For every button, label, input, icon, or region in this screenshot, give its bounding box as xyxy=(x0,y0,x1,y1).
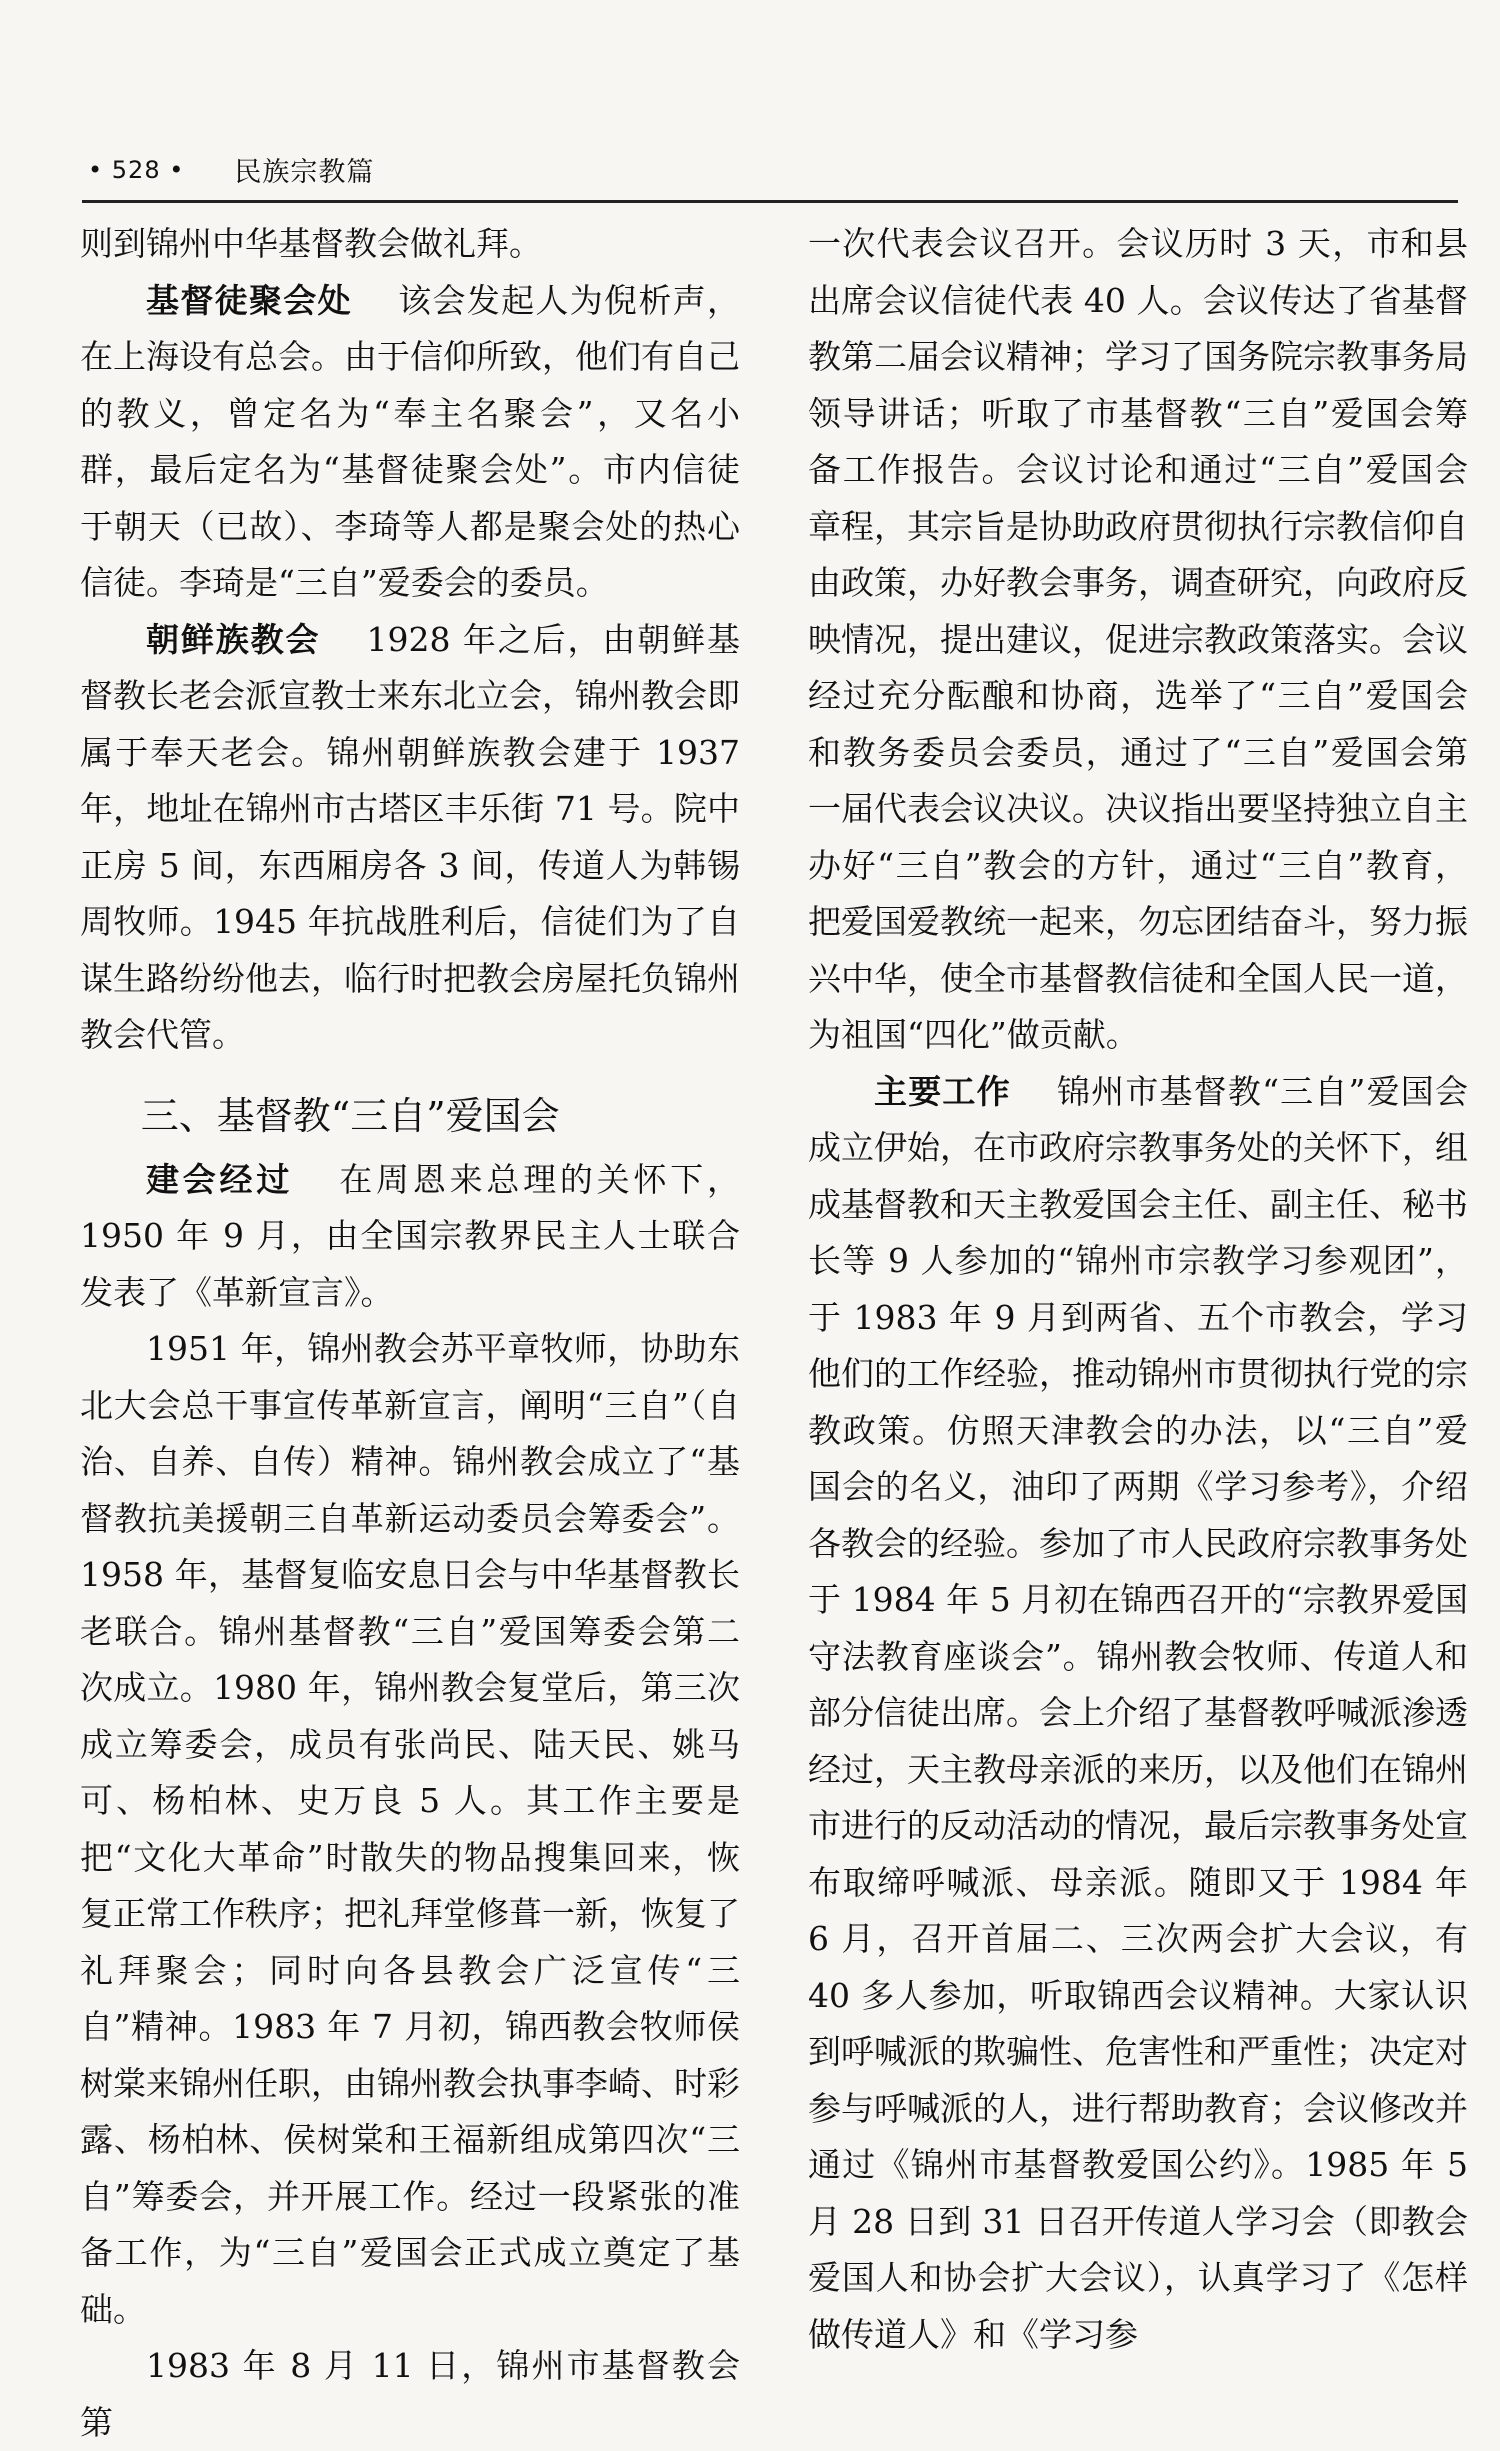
entry-keyword: 朝鲜族教会 xyxy=(146,619,321,659)
paragraph-text: 1928 年之后，由朝鲜基督教长老会派宣教士来东北立会，锦州教会即属于奉天老会。锦州朝鲜族教会建于 1937 年，地址在锦州市古塔区丰乐街 71 号。院中正房 5 间，东西厢房各 3 间，传道人为韩锡周牧师。1945 年抗战胜利后，信徒们为了自谋生路纷纷他去，临行时把教会房屋托负锦州教会代管。 xyxy=(80,619,740,1054)
left-column xyxy=(80,216,740,2451)
paragraph: 1983 年 8 月 11 日，锦州市基督教会第 xyxy=(80,2346,740,2442)
paragraph-text: 该会发起人为倪析声，在上海设有总会。由于信仰所致，他们有自己的教义，曾定名为“奉主名聚会”，又名小群，最后定名为“基督徒聚会处”。市内信徒于朝天（已故）、李琦等人都是聚会处的热心信徒。李琦是“三自”爱委会的委员。 xyxy=(80,280,741,602)
paragraph-text: 锦州市基督教“三自”爱国会成立伊始，在市政府宗教事务处的关怀下，组成基督教和天主教爱国会主任、副主任、秘书长等 9 人参加的“锦州市宗教学习参观团”，于 1983 年 9 月到两省、五个市教会，学习他们的工作经验，推动锦州市贯彻执行党的宗教政策。仿照天津教会的办法，以“三自”爱国会的名义，油印了两期《学习参考》，介绍各教会的经验。参加了市人民政府宗教事务处于 1984 年 5 月初在锦西召开的“宗教界爱国守法教育座谈会”。锦州教会牧师、传道人和部分信徒出席。会上介绍了基督教呼喊派渗透经过，天主教母亲派的来历，以及他们在锦州市进行的反动活动的情况，最后宗教事务处宣布取缔呼喊派、母亲派。随即又于 1984 年 6 月，召开首届二、三次两会扩大会议，有 40 多人参加，听取锦西会议精神。大家认识到呼喊派的欺骗性、危害性和严重性；决定对参与呼喊派的人，进行帮助教育；会议修改并通过《锦州市基督教爱国公约》。1985 年 5 月 28 日到 31 日召开传道人学习会（即教会爱国人和协会扩大会议），认真学习了《怎样做传道人》和《学习参 xyxy=(808,1071,1468,2354)
paragraph: 一次代表会议召开。会议历时 3 天，市和县出席会议信徒代表 40 人。会议传达了省基督教第二届会议精神；学习了国务院宗教事务局领导讲话；听取了市基督教“三自”爱国会筹备工作报告。会议讨论和通过“三自”爱国会章程，其宗旨是协助政府贯彻执行宗教信仰自由政策，办好教会事务，调查研究，向政府反映情况，提出建议，促进宗教政策落实。会议经过充分酝酿和协商，选举了“三自”爱国会和教务委员会委员，通过了“三自”爱国会第一届代表会议决议。决议指出要坚持独立自主办好“三自”教会的方针，通过“三自”教育，把爱国爱教统一起来，勿忘团结奋斗，努力振兴中华，使全市基督教信徒和全国人民一道，为祖国“四化”做贡献。 xyxy=(808,224,1468,1054)
entry-keyword: 基督徒聚会处 xyxy=(146,280,352,320)
paragraph: 1951 年，锦州教会苏平章牧师，协助东北大会总干事宣传革新宣言，阐明“三自”（自治、自养、自传）精神。锦州教会成立了“基督教抗美援朝三自革新运动委员会筹委会”。1958 年，基督复临安息日会与中华基督教长老联合。锦州基督教“三自”爱国筹委会第二次成立。1980 年，锦州教会复堂后，第三次成立筹委会，成员有张尚民、陆天民、姚马可、杨柏林、史万良 5 人。其工作主要是把“文化大革命”时散失的物品搜集回来，恢复正常工作秩序；把礼拜堂修葺一新，恢复了礼拜聚会；同时向各县教会广泛宣传“三自”精神。1983 年 7 月初，锦西教会牧师侯树棠来锦州任职，由锦州教会执事李崎、时彩露、杨柏林、侯树棠和王福新组成第四次“三自”筹委会，并开展工作。经过一段紧张的准备工作，为“三自”爱国会正式成立奠定了基础。 xyxy=(80,1329,740,2329)
paragraph xyxy=(80,273,740,612)
paragraph xyxy=(80,612,740,1064)
paragraph-text: 在周恩来总理的关怀下，1950 年 9 月，由全国宗教界民主人士联合发表了《革新宣言》。 xyxy=(80,1159,741,1312)
header-divider xyxy=(82,200,1458,203)
paragraph: 则到锦州中华基督教会做礼拜。 xyxy=(80,224,542,263)
entry-keyword: 建会经过 xyxy=(146,1159,294,1199)
entry-keyword: 主要工作 xyxy=(874,1071,1011,1111)
page-number: • 528 • xyxy=(88,155,185,184)
section-heading: 三、基督教“三自”爱国会 xyxy=(140,1093,560,1138)
paragraph xyxy=(808,1064,1468,2364)
right-column xyxy=(808,216,1468,2363)
paragraph xyxy=(80,1152,740,1322)
page-header xyxy=(88,150,374,189)
section-title: 民族宗教篇 xyxy=(234,157,375,188)
